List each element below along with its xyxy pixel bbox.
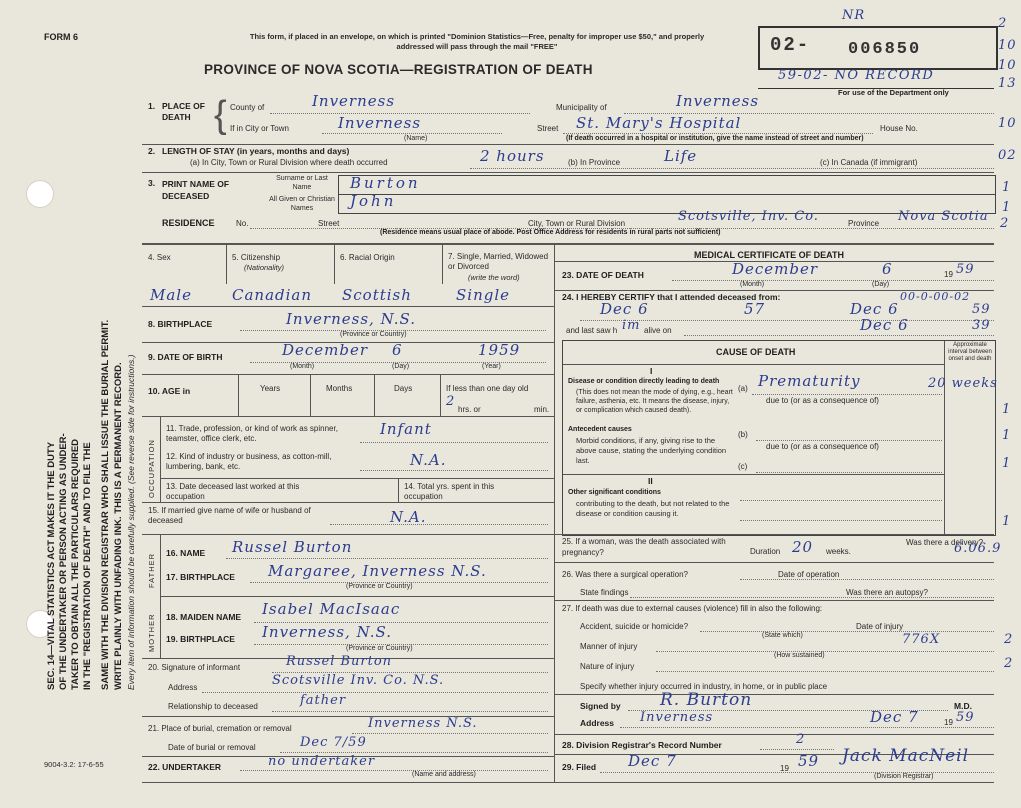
hours-label: hrs. or (458, 405, 481, 414)
state-which-caption: (State which) (762, 632, 803, 639)
statute-line: Every item of information should be carefully supplied. (See reverse side for instructions.) (126, 354, 136, 690)
margin-code: 10 (998, 116, 1017, 131)
hospital-note: (If death occurred in a hospital or institution, give the name instead of street and number) (566, 135, 864, 142)
due-to-a: due to (or as a consequence of) (766, 396, 879, 405)
minutes-label: min. (534, 405, 550, 414)
page-title: PROVINCE OF NOVA SCOTIA—REGISTRATION OF DEATH (204, 62, 593, 77)
department-use-caption: For use of the Department only (838, 88, 949, 97)
stay-province-label: (b) In Province (568, 158, 621, 167)
form-code: 9004-3.2: 17-6-55 (44, 760, 104, 769)
residence-label: RESIDENCE (162, 218, 215, 228)
county-label: County of (230, 103, 265, 112)
operation-date-label: Date of operation (778, 570, 840, 579)
residence-province-label: Province (848, 219, 880, 228)
statute-line: SEC. 14—VITAL STATISTICS ACT MAKES IT THE DUTY (46, 441, 57, 690)
corner-mark: NR (842, 8, 866, 23)
informant-signature-label: 20. Signature of informant (148, 663, 241, 672)
undertaker-caption: (Name and address) (412, 771, 476, 778)
certify-code: 00-0-00-02 (900, 290, 971, 303)
marital-caption: (write the word) (468, 273, 520, 282)
margin-code: 2 (1004, 656, 1014, 671)
section-number: 2. (148, 146, 156, 156)
autopsy-label: Was there an autopsy? (846, 588, 928, 597)
surname-box (338, 175, 996, 195)
city-value: Inverness (338, 114, 422, 132)
sex-value: Male (150, 286, 192, 304)
signed-by-label: Signed by (580, 701, 621, 711)
residence-division-value: Scotsville, Inv. Co. (678, 209, 819, 224)
registrar-caption: (Division Registrar) (874, 773, 934, 780)
form-number: FORM 6 (44, 32, 79, 42)
burial-place-value: Inverness N.S. (368, 716, 478, 731)
print-name-label: PRINT NAME OF DECEASED (162, 179, 230, 201)
residence-note: (Residence means usual place of abode. Post Office Address for residents in rural parts not sufficient) (380, 229, 721, 236)
dob-day: 6 (392, 341, 403, 359)
street-label: Street (537, 124, 559, 133)
other-conditions-label: Other significant conditions (568, 489, 661, 496)
informant-address-label: Address (168, 683, 198, 692)
filed-date: Dec 7 (628, 752, 677, 770)
certify-label: 24. I HEREBY CERTIFY that I attended deceased from: (562, 292, 781, 302)
margin-code: 1 (1002, 514, 1012, 529)
city-name-caption: (Name) (404, 135, 428, 142)
attended-from-year: 57 (744, 300, 766, 318)
dod-day-caption: (Day) (872, 281, 890, 288)
dob-year: 1959 (478, 341, 521, 359)
margin-code: 10 (998, 38, 1017, 53)
given-names-value: John (350, 192, 397, 210)
residence-no-label: No. (236, 219, 249, 228)
surname-label: Surname or Last Name (276, 175, 328, 191)
burial-place-label: 21. Place of burial, cremation or removal (148, 724, 292, 733)
dod-day: 6 (882, 260, 893, 278)
length-of-stay-label: LENGTH OF STAY (in years, months and days) (162, 146, 350, 156)
date-of-death-label: 23. DATE OF DEATH (562, 270, 644, 280)
age-label: 10. AGE in (148, 386, 191, 396)
signer-address-label: Address (580, 718, 615, 728)
signed-by-value: R. Burton (660, 690, 753, 710)
informant-address-value: Scotsville Inv. Co. N.S. (272, 673, 445, 688)
margin-code: 1 (1002, 402, 1012, 417)
mother-birthplace-label: 19. BIRTHPLACE (166, 634, 235, 644)
statute-line: SAME WITH THE DIVISION REGISTRAR WHO SHALL ISSUE THE BURIAL PERMIT. (100, 319, 111, 690)
brace: { (214, 94, 227, 136)
birthplace-label: 8. BIRTHPLACE (148, 319, 213, 329)
marital-status-value: Single (456, 286, 511, 304)
mother-maiden-name-value: Isabel MacIsaac (262, 600, 401, 618)
interval-header: Approximate interval between onset and death (948, 342, 992, 362)
stay-province-value: Life (664, 147, 698, 165)
industry-value: N.A. (410, 451, 447, 469)
manner-label: Manner of injury (580, 642, 638, 651)
age-days-label: Days (394, 384, 413, 393)
part-two: II (648, 476, 653, 486)
section-number: 3. (148, 178, 156, 188)
total-years-label: 14. Total yrs. spent in this occupation (404, 482, 495, 501)
margin-code: 2 (1004, 632, 1014, 647)
citizenship-label: 5. Citizenship (232, 253, 281, 262)
father-name-label: 16. NAME (166, 548, 206, 558)
immediate-cause-label: Disease or condition directly leading to death (568, 378, 720, 385)
county-value: Inverness (312, 92, 396, 110)
due-to-b: due to (or as a consequence of) (766, 442, 879, 451)
external-causes-label: 27. If death was due to external causes (violence) fill in also the following: (562, 604, 823, 613)
margin-code: 2 (1000, 216, 1010, 231)
cause-c-marker: (c) (738, 462, 748, 471)
how-sustained-caption: (How sustained) (774, 652, 825, 659)
burial-date-label: Date of burial or removal (168, 743, 256, 752)
medical-certificate-header: MEDICAL CERTIFICATE OF DEATH (694, 250, 844, 260)
mother-birthplace-value: Inverness, N.S. (262, 623, 393, 641)
injury-date-label: Date of injury (856, 622, 904, 631)
spouse-value: N.A. (390, 508, 427, 526)
undertaker-label: 22. UNDERTAKER (148, 762, 222, 772)
trade-label: 11. Trade, profession, or kind of work as spinner, teamster, office clerk, etc. (166, 424, 338, 443)
dod-month-caption: (Month) (740, 281, 765, 288)
md-label: M.D. (954, 701, 972, 711)
street-value: St. Mary's Hospital (576, 114, 742, 132)
filed-label: 29. Filed (562, 762, 597, 772)
statute-line: TAKER TO OBTAIN ALL THE PARTICULARS REQUIRED (70, 438, 81, 690)
sex-label: 4. Sex (148, 253, 171, 262)
date-of-birth-label: 9. DATE OF BIRTH (148, 352, 223, 362)
dod-year: 59 (956, 262, 975, 277)
age-months-label: Months (326, 384, 353, 393)
mother-side-label: MOTHER (147, 613, 156, 652)
margin-code: 2 (998, 16, 1008, 31)
relationship-label: Relationship to deceased (168, 702, 258, 711)
registration-number: 006850 (848, 40, 922, 59)
dod-year-prefix: 19 (944, 270, 953, 279)
burial-date-value: Dec 7/59 (300, 735, 367, 750)
registrar-record-label: 28. Division Registrar's Record Number (562, 740, 722, 750)
last-saw-year: 39 (972, 318, 991, 333)
margin-code: 1 (1002, 456, 1012, 471)
last-saw-date: Dec 6 (860, 316, 909, 334)
punch-hole-top (26, 180, 54, 208)
last-worked-label: 13. Date deceased last worked at this occupation (166, 482, 300, 501)
mother-maiden-name-label: 18. MAIDEN NAME (166, 612, 242, 622)
municipality-value: Inverness (676, 92, 760, 110)
spouse-label: 15. If married give name of wife or husband of deceased (148, 506, 311, 525)
attended-from: Dec 6 (600, 300, 649, 318)
racial-origin-value: Scottish (342, 286, 412, 304)
findings-label: State findings (580, 588, 629, 597)
statute-line: WRITE PLAINLY WITH UNFADING INK. THIS IS A PERMANENT RECORD. (113, 362, 124, 690)
antecedent-label: Antecedent causes (568, 426, 632, 433)
cause-a-marker: (a) (738, 384, 748, 393)
duration-value: 20 (792, 538, 814, 556)
registrar-signature: Jack MacNeil (842, 746, 970, 766)
accident-label: Accident, suicide or homicide? (580, 622, 689, 631)
statute-line: IN THE "REGISTRATION OF DEATH" AND TO FILE THE (82, 442, 93, 690)
place-of-death-label: PLACE OF DEATH (162, 101, 205, 122)
margin-code: 02 (998, 148, 1017, 163)
specify-label: Specify whether injury occurred in industry, in home, or in public place (580, 682, 828, 691)
father-birthplace-caption: (Province or Country) (346, 583, 413, 590)
attended-to-year: 59 (972, 302, 991, 317)
undertaker-value: no undertaker (268, 754, 376, 769)
filed-year-prefix: 19 (780, 764, 789, 773)
cause-b-marker: (b) (738, 430, 748, 439)
roman-one: I (650, 366, 653, 376)
margin-code: 1 (1002, 428, 1012, 443)
alive-on-label: alive on (644, 326, 672, 335)
age-years-label: Years (260, 384, 281, 393)
dob-month-caption: (Month) (290, 363, 315, 370)
delivery-value: 6.06.9 (954, 541, 1002, 556)
cause-a-value: Prematurity (758, 372, 861, 390)
birthplace-value: Inverness, N.S. (286, 310, 417, 328)
last-saw-label: and last saw h (566, 326, 618, 335)
mother-birthplace-caption: (Province or Country) (346, 645, 413, 652)
margin-code: 13 (998, 76, 1017, 91)
less-than-day-label: If less than one day old (446, 384, 529, 393)
dob-month: December (282, 341, 369, 359)
margin-code: 1 (1002, 200, 1012, 215)
industry-label: 12. Kind of industry or business, as cotton-mill, lumbering, bank, etc. (166, 452, 332, 471)
cause-of-death-header: CAUSE OF DEATH (716, 347, 796, 357)
stay-canada-label: (c) In Canada (if immigrant) (820, 158, 918, 167)
informant-signature-value: Russel Burton (286, 654, 393, 669)
other-conditions-note: contributing to the death, but not related to the disease or condition causing it. (576, 499, 730, 518)
mail-notice: This form, if placed in an envelope, on which is printed "Dominion Statistics—Free, penalty for improper use $50," and properly addressed will pass through the mail "FREE" (249, 32, 705, 51)
residence-province-value: Nova Scotia (898, 209, 989, 224)
father-birthplace-label: 17. BIRTHPLACE (166, 572, 235, 582)
margin-code: 10 (998, 58, 1017, 73)
age-hours-value: 2 (446, 394, 456, 409)
citizenship-caption: (Nationality) (244, 263, 285, 272)
residence-division-label: City, Town or Rural Division (528, 219, 626, 228)
father-birthplace-value: Margaree, Inverness N.S. (268, 562, 487, 580)
signer-date: Dec 7 (870, 708, 919, 726)
filed-year: 59 (798, 752, 820, 770)
duration-label: Duration (750, 547, 781, 556)
municipality-label: Municipality of (556, 103, 607, 112)
signer-year: 59 (956, 710, 975, 725)
signer-address-value: Inverness (640, 710, 714, 725)
surname-value: Burton (350, 174, 421, 192)
delivery-label: Was there a delivery? (906, 538, 984, 547)
statute-line: OF THE UNDERTAKER OR PERSON ACTING AS UNDER- (58, 433, 69, 690)
nature-label: Nature of injury (580, 662, 635, 671)
last-saw-fill: im (622, 318, 641, 333)
registration-prefix: 02- (770, 34, 811, 56)
racial-origin-label: 6. Racial Origin (340, 253, 395, 262)
attended-to: Dec 6 (850, 300, 899, 318)
birthplace-caption: (Province or Country) (340, 331, 407, 338)
marital-status-label: 7. Single, Married, Widowed or Divorced (448, 252, 549, 271)
signer-date-prefix: 19 (944, 718, 953, 727)
trade-value: Infant (380, 420, 432, 438)
registrar-record-value: 2 (796, 732, 806, 747)
antecedent-note: Morbid conditions, if any, giving rise to the above cause, stating the underlying condition last. (576, 436, 727, 465)
margin-code: 1 (1002, 180, 1012, 195)
cause-a-interval: 20 weeks (928, 376, 998, 391)
surgery-label: 26. Was there a surgical operation? (562, 570, 688, 579)
injury-code: 776X (902, 632, 941, 647)
occupation-side-label: OCCUPATION (147, 439, 156, 498)
stay-city-value: 2 hours (480, 147, 545, 165)
relationship-value: father (300, 693, 347, 708)
father-name-value: Russel Burton (232, 538, 353, 556)
city-label: If in City or Town (230, 124, 289, 133)
stay-city-label: (a) In City, Town or Rural Division where death occurred (190, 158, 388, 167)
dob-day-caption: (Day) (392, 363, 410, 370)
citizenship-value: Canadian (232, 286, 313, 304)
residence-street-label: Street (318, 219, 340, 228)
dob-year-caption: (Year) (482, 363, 501, 370)
weeks-label: weeks. (826, 547, 851, 556)
section-number: 1. (148, 101, 156, 111)
department-note: 59-02- NO RECORD (778, 68, 935, 83)
given-names-label: All Given or Christian Names (269, 196, 335, 212)
father-side-label: FATHER (147, 552, 156, 588)
pregnancy-label: 25. If a woman, was the death associated with pregnancy? (562, 537, 726, 557)
house-no-label: House No. (880, 124, 918, 133)
dod-month: December (732, 260, 819, 278)
immediate-cause-note: (This does not mean the mode of dying, e.g., heart failure, asthenia, etc. It means the disease, injury, or complication which caused death). (576, 389, 733, 414)
